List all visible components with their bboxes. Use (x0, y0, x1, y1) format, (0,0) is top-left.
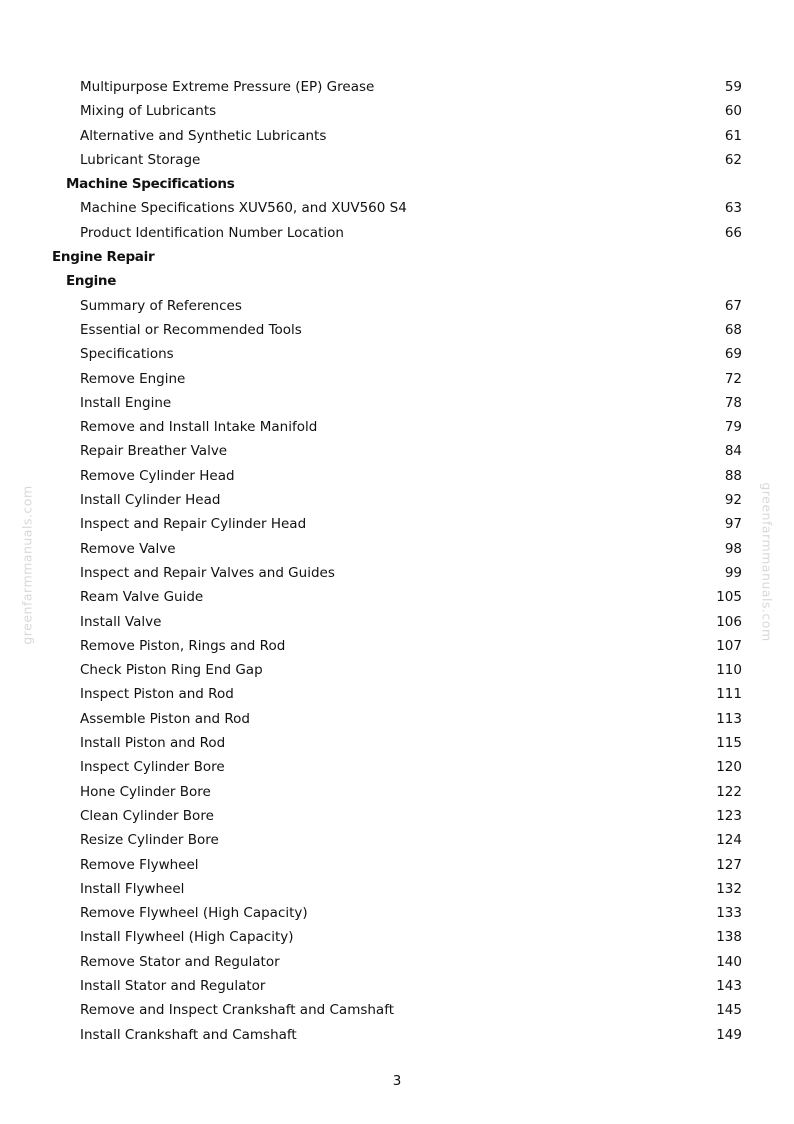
page-number: 3 (392, 1073, 402, 1089)
toc-entry[interactable] (0, 367, 794, 391)
toc-entry[interactable] (0, 974, 794, 998)
toc-entry-page-number[interactable]: 84 (724, 443, 742, 460)
toc-entry-page-number[interactable]: 69 (724, 346, 742, 363)
toc-entry[interactable] (0, 707, 794, 731)
toc-entry-page-number[interactable]: 63 (724, 200, 742, 217)
toc-entry-title[interactable]: Inspect and Repair Valves and Guides (80, 564, 335, 581)
toc-entry-page-number[interactable]: 132 (716, 880, 742, 897)
toc-entry[interactable] (0, 294, 794, 318)
toc-entry-page-number[interactable]: 149 (716, 1026, 742, 1043)
toc-entry-title[interactable]: Install Cylinder Head (80, 492, 221, 509)
toc-entry-page-number[interactable]: 66 (724, 224, 742, 241)
toc-entry-page-number[interactable]: 79 (724, 419, 742, 436)
toc-entry[interactable] (0, 998, 794, 1022)
toc-entry[interactable] (0, 439, 794, 463)
toc-section-heading[interactable] (0, 172, 794, 196)
toc-entry-title[interactable]: Install Engine (80, 394, 172, 411)
toc-entry-title[interactable]: Install Flywheel (80, 880, 185, 897)
toc-entry-page-number[interactable]: 62 (724, 151, 742, 168)
toc-entry-title[interactable]: Remove Engine (80, 370, 186, 387)
toc-entry-page-number[interactable]: 88 (724, 467, 742, 484)
toc-entry[interactable] (0, 901, 794, 925)
toc-entry-title[interactable]: Remove Piston, Rings and Rod (80, 637, 286, 654)
toc-entry-title[interactable]: Hone Cylinder Bore (80, 783, 211, 800)
toc-entry-page-number[interactable]: 78 (724, 394, 742, 411)
toc-entry-title[interactable]: Multipurpose Extreme Pressure (EP) Grease (80, 79, 375, 95)
toc-entry[interactable] (0, 75, 794, 99)
toc-entry[interactable] (0, 148, 794, 172)
toc-entry[interactable] (0, 610, 794, 634)
toc-entry-title[interactable]: Resize Cylinder Bore (80, 832, 219, 849)
toc-entry-title[interactable]: Install Stator and Regulator (80, 977, 266, 994)
toc-entry-title[interactable]: Alternative and Synthetic Lubricants (80, 127, 327, 144)
toc-entry-page-number[interactable]: 67 (724, 297, 742, 314)
toc-entry-title[interactable]: Engine (66, 273, 117, 290)
toc-entry-page-number[interactable]: 59 (724, 79, 742, 95)
watermark-right: greenfarmmanuals.com (759, 482, 775, 642)
toc-entry[interactable] (0, 780, 794, 804)
toc-entry[interactable] (0, 804, 794, 828)
toc-entry-page-number[interactable]: 111 (716, 686, 742, 703)
toc-section-heading[interactable] (0, 245, 794, 269)
toc-entry-page-number[interactable]: 72 (724, 370, 742, 387)
toc-entry-title[interactable]: Install Flywheel (High Capacity) (80, 929, 294, 946)
toc-entry-title[interactable]: Product Identification Number Location (80, 224, 344, 241)
toc-entry-title[interactable]: Machine Specifications XUV560, and XUV560 S4 (80, 200, 407, 217)
toc-entry[interactable] (0, 221, 794, 245)
toc-entry-title[interactable]: Inspect Cylinder Bore (80, 759, 225, 776)
table-of-contents (0, 75, 794, 1047)
toc-entry[interactable] (0, 488, 794, 512)
toc-entry-page-number[interactable]: 99 (724, 564, 742, 581)
toc-entry-title[interactable]: Summary of References (80, 297, 242, 314)
toc-entry-page-number[interactable]: 140 (716, 953, 742, 970)
toc-entry[interactable] (0, 561, 794, 585)
toc-entry-title[interactable]: Mixing of Lubricants (80, 103, 217, 120)
toc-section-heading[interactable] (0, 269, 794, 293)
toc-entry[interactable] (0, 512, 794, 536)
toc-entry-page-number[interactable]: 92 (724, 492, 742, 509)
toc-entry-page-number[interactable]: 106 (716, 613, 742, 630)
toc-entry[interactable] (0, 415, 794, 439)
watermark-left: greenfarmmanuals.com (19, 485, 35, 645)
toc-entry[interactable] (0, 925, 794, 949)
toc-entry[interactable] (0, 464, 794, 488)
toc-entry-page-number[interactable]: 110 (716, 662, 742, 679)
toc-entry-page-number[interactable]: 124 (716, 832, 742, 849)
toc-entry-title[interactable]: Install Valve (80, 613, 162, 630)
toc-entry-title[interactable]: Clean Cylinder Bore (80, 807, 214, 824)
toc-entry-title[interactable]: Essential or Recommended Tools (80, 321, 302, 338)
toc-entry-title[interactable]: Inspect Piston and Rod (80, 686, 234, 703)
toc-entry-title[interactable]: Repair Breather Valve (80, 443, 228, 460)
toc-entry-title[interactable]: Remove Flywheel (80, 856, 199, 873)
toc-entry-page-number[interactable]: 107 (716, 637, 742, 654)
toc-entry-page-number[interactable]: 133 (716, 905, 742, 922)
toc-entry-page-number[interactable]: 97 (724, 516, 742, 533)
toc-entry-title[interactable]: Engine Repair (52, 249, 155, 266)
toc-entry-page-number[interactable]: 143 (716, 977, 742, 994)
toc-entry-page-number[interactable]: 98 (724, 540, 742, 557)
toc-entry[interactable] (0, 391, 794, 415)
toc-entry-page-number[interactable]: 113 (716, 710, 742, 727)
toc-entry[interactable] (0, 537, 794, 561)
toc-entry-title[interactable]: Remove Stator and Regulator (80, 953, 280, 970)
toc-entry-page-number[interactable]: 145 (716, 1002, 742, 1019)
toc-entry-title[interactable]: Remove Valve (80, 540, 176, 557)
toc-entry-title[interactable]: Ream Valve Guide (80, 589, 204, 606)
toc-entry-title[interactable]: Remove and Inspect Crankshaft and Camshaft (80, 1002, 395, 1019)
toc-entry[interactable] (0, 634, 794, 658)
toc-entry[interactable] (0, 731, 794, 755)
toc-entry[interactable] (0, 950, 794, 974)
toc-entry[interactable] (0, 99, 794, 123)
toc-entry-page-number[interactable]: 122 (716, 783, 742, 800)
toc-entry-title[interactable]: Machine Specifications (66, 176, 235, 193)
toc-entry[interactable] (0, 853, 794, 877)
toc-entry[interactable] (0, 877, 794, 901)
toc-entry[interactable] (0, 682, 794, 706)
toc-entry[interactable] (0, 828, 794, 852)
toc-entry-page-number[interactable]: 105 (716, 589, 742, 606)
toc-entry[interactable] (0, 585, 794, 609)
toc-entry[interactable] (0, 1023, 794, 1047)
toc-entry-page-number[interactable]: 120 (716, 759, 742, 776)
toc-entry[interactable] (0, 318, 794, 342)
toc-entry[interactable] (0, 196, 794, 220)
toc-entry-page-number[interactable]: 61 (724, 127, 742, 144)
toc-entry-title[interactable]: Inspect and Repair Cylinder Head (80, 516, 307, 533)
toc-entry-title[interactable]: Remove Flywheel (High Capacity) (80, 905, 308, 922)
toc-entry-title[interactable]: Install Piston and Rod (80, 735, 226, 752)
toc-entry[interactable] (0, 342, 794, 366)
toc-entry-page-number[interactable]: 123 (716, 807, 742, 824)
toc-entry[interactable] (0, 658, 794, 682)
toc-entry-title[interactable]: Install Crankshaft and Camshaft (80, 1026, 297, 1043)
toc-entry-page-number[interactable]: 138 (716, 929, 742, 946)
toc-entry[interactable] (0, 755, 794, 779)
toc-entry-title[interactable]: Remove and Install Intake Manifold (80, 419, 318, 436)
toc-entry-title[interactable]: Remove Cylinder Head (80, 467, 235, 484)
toc-entry-page-number[interactable]: 60 (724, 103, 742, 120)
toc-entry-title[interactable]: Check Piston Ring End Gap (80, 662, 263, 679)
toc-entry[interactable] (0, 124, 794, 148)
toc-entry-page-number[interactable]: 127 (716, 856, 742, 873)
toc-entry-page-number[interactable]: 68 (724, 321, 742, 338)
toc-entry-title[interactable]: Lubricant Storage (80, 151, 201, 168)
toc-entry-title[interactable]: Specifications (80, 346, 174, 363)
toc-entry-page-number[interactable]: 115 (716, 735, 742, 752)
toc-entry-title[interactable]: Assemble Piston and Rod (80, 710, 250, 727)
